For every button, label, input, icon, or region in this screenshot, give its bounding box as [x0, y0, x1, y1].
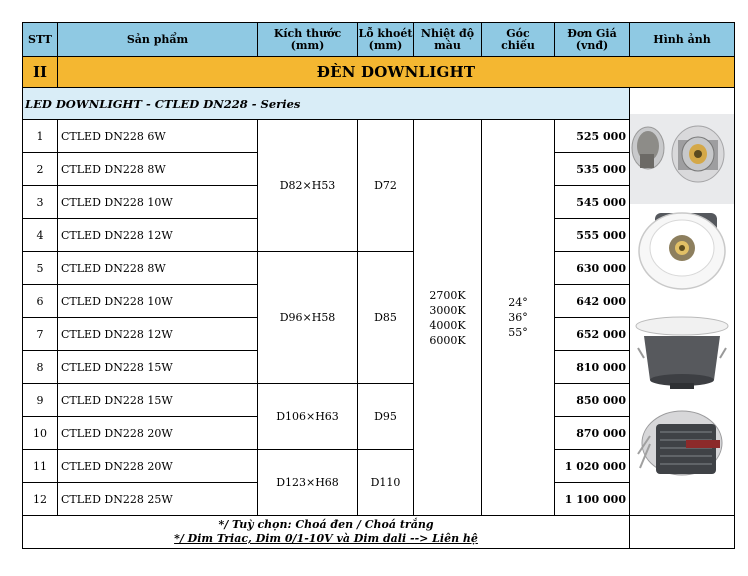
note-options: */ Tuỳ chọn: Choá đen / Choá trắng: [218, 518, 434, 531]
row-product: CTLED DN228 15W: [58, 351, 258, 384]
color-temp-item: 4000K: [429, 318, 466, 332]
row-product: CTLED DN228 10W: [58, 186, 258, 219]
row-stt: 6: [23, 285, 58, 318]
group-hole: D72: [358, 120, 414, 252]
beam-angle-item: 24°: [508, 296, 528, 309]
row-stt: 1: [23, 120, 58, 153]
downlight-image-3: [630, 304, 734, 404]
group-size: D96×H58: [258, 252, 358, 384]
color-temp-item: 6000K: [429, 333, 466, 347]
header-stt: STT: [23, 23, 58, 57]
header-row: [23, 23, 735, 57]
row-stt: 9: [23, 384, 58, 417]
group-hole: D95: [358, 384, 414, 450]
row-stt: 4: [23, 219, 58, 252]
row-price: 642 000: [555, 285, 630, 318]
notes-row: [23, 516, 735, 549]
row-product: CTLED DN228 25W: [58, 483, 258, 516]
row-price: 1 020 000: [555, 450, 630, 483]
row-price: 850 000: [555, 384, 630, 417]
group-size: D106×H63: [258, 384, 358, 450]
downlight-product-images: [630, 88, 734, 513]
series-row: [23, 88, 735, 120]
row-price: 525 000: [555, 120, 630, 153]
color-temp-item: 3000K: [429, 303, 466, 317]
price-table: [22, 22, 735, 549]
downlight-image-1: [630, 114, 734, 204]
series-title: LED DOWNLIGHT - CTLED DN228 - Series: [23, 88, 630, 120]
note-dimming: */ Dim Triac, Dim 0/1-10V và Dim dali --> Liên hệ: [174, 532, 478, 545]
product-images-cell: [630, 88, 735, 516]
header-color-temp: Nhiệt độ màu: [414, 23, 482, 57]
group-hole: D85: [358, 252, 414, 384]
section-row: [23, 57, 735, 88]
row-stt: 5: [23, 252, 58, 285]
row-stt: 2: [23, 153, 58, 186]
section-title: ĐÈN DOWNLIGHT: [58, 57, 735, 88]
row-product: CTLED DN228 12W: [58, 318, 258, 351]
beam-angles: [482, 120, 555, 516]
group-size: D123×H68: [258, 450, 358, 516]
table-row: [23, 252, 735, 285]
table-row: [23, 450, 735, 483]
header-hole: Lỗ khoét (mm): [358, 23, 414, 57]
group-hole: D110: [358, 450, 414, 516]
section-number: II: [23, 57, 58, 88]
row-stt: 12: [23, 483, 58, 516]
row-stt: 3: [23, 186, 58, 219]
header-product: Sản phẩm: [58, 23, 258, 57]
row-product: CTLED DN228 20W: [58, 417, 258, 450]
row-product: CTLED DN228 8W: [58, 252, 258, 285]
row-product: CTLED DN228 12W: [58, 219, 258, 252]
color-temp-item: 2700K: [429, 288, 466, 302]
row-stt: 8: [23, 351, 58, 384]
header-unit-price: Đơn Giá (vnđ): [555, 23, 630, 57]
row-price: 545 000: [555, 186, 630, 219]
row-product: CTLED DN228 15W: [58, 384, 258, 417]
row-price: 870 000: [555, 417, 630, 450]
notes: [23, 516, 630, 549]
row-product: CTLED DN228 10W: [58, 285, 258, 318]
row-stt: 11: [23, 450, 58, 483]
row-price: 630 000: [555, 252, 630, 285]
header-beam-angle: Góc chiếu: [482, 23, 555, 57]
group-size: D82×H53: [258, 120, 358, 252]
row-price: 535 000: [555, 153, 630, 186]
row-product: CTLED DN228 20W: [58, 450, 258, 483]
beam-angle-item: 36°: [508, 311, 528, 324]
header-image: Hình ảnh: [630, 23, 735, 57]
row-price: 555 000: [555, 219, 630, 252]
beam-angle-item: 55°: [508, 326, 528, 339]
row-stt: 10: [23, 417, 58, 450]
row-price: 810 000: [555, 351, 630, 384]
row-product: CTLED DN228 8W: [58, 153, 258, 186]
row-price: 652 000: [555, 318, 630, 351]
table-row: [23, 384, 735, 417]
row-stt: 7: [23, 318, 58, 351]
downlight-image-4: [630, 404, 734, 513]
row-product: CTLED DN228 6W: [58, 120, 258, 153]
color-temperatures: [414, 120, 482, 516]
table-row: [23, 120, 735, 153]
header-size: Kích thước (mm): [258, 23, 358, 57]
notes-image-blank: [630, 516, 735, 549]
row-price: 1 100 000: [555, 483, 630, 516]
downlight-image-2: [630, 204, 734, 304]
